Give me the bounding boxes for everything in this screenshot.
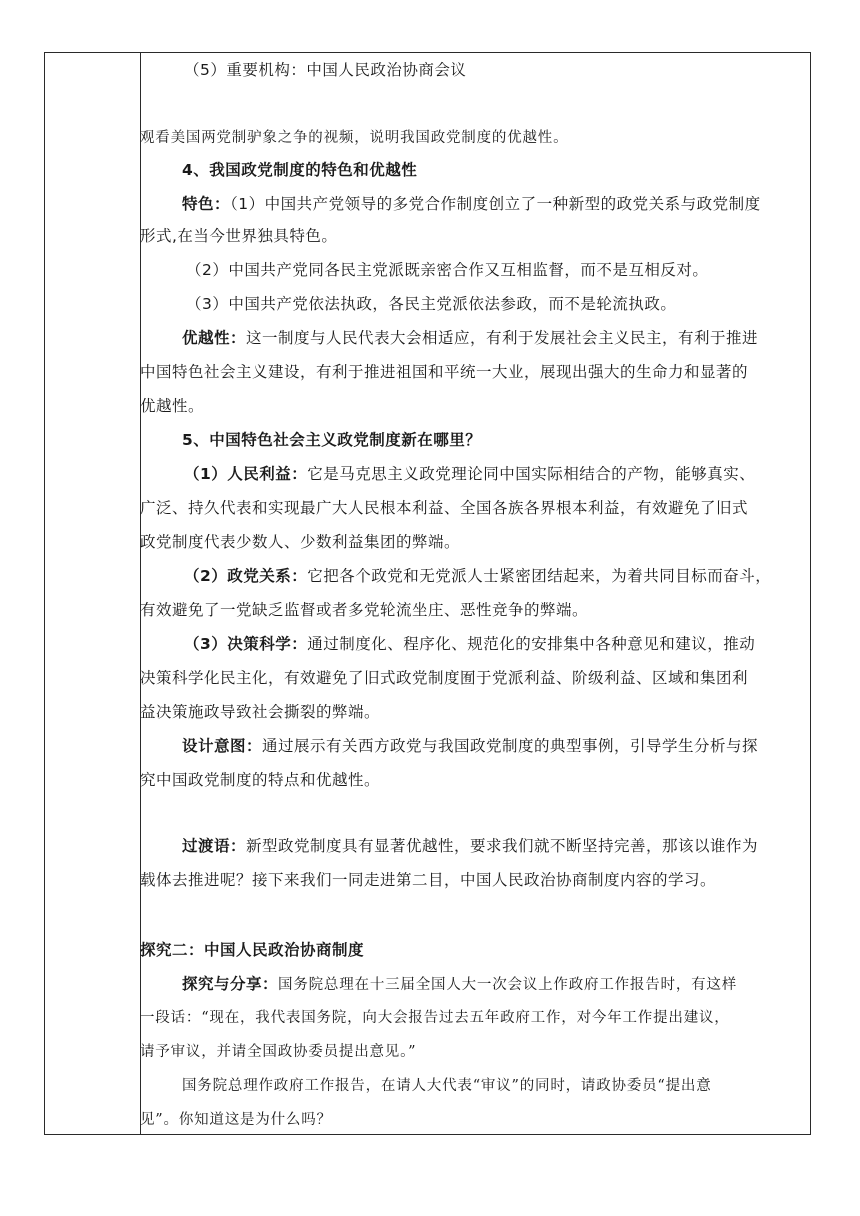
text-line: 有效避免了一党缺乏监督或者多党轮流坐庄、恶性竞争的弊端。 <box>140 601 589 619</box>
text-line: 广泛、持久代表和实现最广大人民根本利益、全国各族各界根本利益，有效避免了旧式 <box>140 499 749 517</box>
inline-text: 这一制度与人民代表大会相适应，有利于发展社会主义民主，有利于推进 <box>246 329 759 347</box>
text-line: （2）中国共产党同各民主党派既亲密合作又互相监督，而不是互相反对。 <box>186 261 709 279</box>
inline-label: （1）人民利益： <box>184 465 308 483</box>
lesson-table <box>44 52 811 1135</box>
text-line: 优越性。 <box>140 397 205 415</box>
text-line: 益决策施政导致社会撕裂的弊端。 <box>140 703 381 721</box>
inline-text: 它是马克思主义政党理论同中国实际相结合的产物，能够真实、 <box>307 465 756 483</box>
text-line: 政党制度代表少数人、少数利益集团的弊端。 <box>140 533 461 551</box>
inline-label: （3）决策科学： <box>184 635 308 653</box>
section-heading: 5、中国特色社会主义政党制度新在哪里？ <box>182 431 482 449</box>
inline-label: 设计意图： <box>182 737 263 755</box>
text-line <box>182 328 758 348</box>
inline-label: 特色： <box>182 195 231 213</box>
text-line <box>182 836 758 856</box>
text-line: 中国特色社会主义建设，有利于推进祖国和平统一大业，展现出强大的生命力和显著的 <box>140 363 749 381</box>
table-left-column <box>45 53 141 1134</box>
text-line: 国务院总理作政府工作报告，在请人大代表“审议”的同时，请政协委员“提出意 <box>182 1078 712 1094</box>
text-line <box>184 634 755 654</box>
text-line: （3）中国共产党依法执政，各民主党派依法参政，而不是轮流执政。 <box>186 295 677 313</box>
text-line: 究中国政党制度的特点和优越性。 <box>140 771 381 789</box>
text-line <box>182 194 761 214</box>
text-line <box>182 974 737 995</box>
table-content-column <box>141 53 811 1134</box>
inline-text: 通过展示有关西方政党与我国政党制度的典型事例，引导学生分析与探 <box>262 737 759 755</box>
text-line <box>184 464 755 484</box>
inline-label: （2）政党关系： <box>184 567 308 585</box>
text-line: 观看美国两党制驴象之争的视频，说明我国政党制度的优越性。 <box>140 130 569 146</box>
text-line: （5）重要机构：中国人民政治协商会议 <box>184 61 467 79</box>
section-heading: 4、我国政党制度的特色和优越性 <box>182 161 418 179</box>
text-line: 形式,在当今世界独具特色。 <box>140 227 338 245</box>
inline-label: 探究与分享： <box>182 975 279 993</box>
text-line: 载体去推进呢？接下来我们一同走进第二目，中国人民政治协商制度内容的学习。 <box>140 871 717 889</box>
inline-label: 过渡语： <box>182 837 247 855</box>
text-line <box>184 566 771 586</box>
section-heading: 探究二：中国人民政治协商制度 <box>140 941 365 959</box>
text-line: 一段话：“现在，我代表国务院，向大会报告过去五年政府工作，对今年工作提出建议， <box>140 1010 730 1026</box>
text-line: 决策科学化民主化，有效避免了旧式政党制度囿于党派利益、阶级利益、区域和集团利 <box>140 669 749 687</box>
text-line: 见”。你知道这是为什么吗？ <box>140 1112 332 1128</box>
inline-text: 国务院总理在十三届全国人大一次会议上作政府工作报告时，有这样 <box>278 977 738 993</box>
text-line: 请予审议，并请全国政协委员提出意见。” <box>140 1044 417 1060</box>
inline-text: 它把各个政党和无党派人士紧密团结起来，为着共同目标而奋斗， <box>307 567 772 585</box>
inline-label: 优越性： <box>182 329 247 347</box>
inline-text: 通过制度化、程序化、规范化的安排集中各种意见和建议，推动 <box>307 635 756 653</box>
inline-text: （1）中国共产党领导的多党合作制度创立了一种新型的政党关系与政党制度 <box>230 195 761 213</box>
inline-text: 新型政党制度具有显著优越性，要求我们就不断坚持完善，那该以谁作为 <box>246 837 759 855</box>
text-line <box>182 736 758 756</box>
